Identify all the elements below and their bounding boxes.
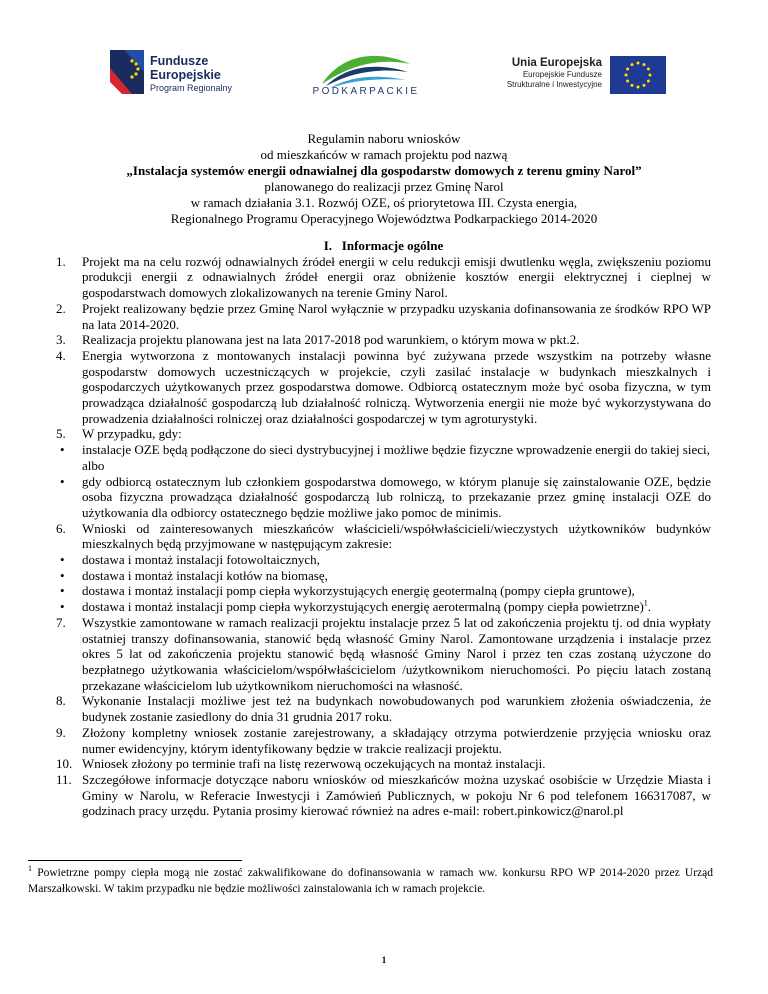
item-text: Realizacja projektu planowana jest na lata 2017-2018 pod warunkiem, o którym mowa w pkt.2. [82,332,580,348]
page-number: 1 [381,955,387,965]
bullet-item [56,599,711,615]
bullet-marker: • [60,599,65,615]
project-name: „Instalacja systemów energii odnawialnej dla gospodarstw domowych z terenu gminy Narol” [126,163,642,178]
fe-flag-icon [110,50,144,94]
ue-logo-text [507,56,602,90]
footnote-reference: 1 [643,598,648,608]
item-number: 11. [56,771,72,787]
bullet-marker: • [60,442,65,458]
footnote-separator [28,860,242,861]
item-number: 4. [56,347,66,363]
item-text: gdy odbiorcą ostatecznym lub członkiem gospodarstwa domowego, w którym planuje się zainstalowanie OZE, będzie osoba fizyczna prowadząca działalność gospodarczą lub rolniczą, to przekazanie przez gminę instalacji OZE do użytkowania dla odbiorcy ostatecznego będzie możliwe jako pomoc de minimis. [82,473,711,520]
numbered-item [56,615,711,694]
title-line-5: w ramach działania 3.1. Rozwój OZE, oś priorytetowa III. Czysta energia, [190,195,578,210]
numbered-item [56,693,711,724]
connector-text: albo [82,457,105,473]
item-number: 6. [56,520,66,536]
title-line-2: od mieszkańców w ramach projektu pod nazwą [260,147,508,162]
document-title-block [0,131,768,227]
section-number: I. [323,238,333,253]
item-text: Złożony kompletny wniosek zostanie zarejestrowany, a składający otrzyma potwierdzenie przyjęcia wniosku oraz numer ewidencyjny, którym identyfikowany będzie w trakcie realizacji projektu. [82,724,711,756]
item-text: Projekt ma na celu rozwój odnawialnych źródeł energii w celu redukcji emisji dwutlenku węgla, zwiększeniu poziomu produkcji energii z odnawialnych źródeł energii oraz obniżenie kosztów energii elektrycznej i cieplnej w gospodarstwach domowych zlokalizowanych na terenie Gminy Narol. [82,253,711,301]
item-list [56,254,711,819]
item-text: W przypadku, gdy: [82,426,182,442]
numbered-item [56,426,711,442]
document-body [56,238,711,819]
numbered-item [56,756,711,772]
ue-logo-line2: Europejskie Fundusze [522,70,602,79]
fe-logo-line2: Europejskie [150,68,221,82]
item-text: instalacje OZE będą podłączone do sieci dystrybucyjnej i możliwe będzie fizyczne wprowadzenie energii do takiej sieci, [82,442,710,458]
ue-logo-line3: Strukturalne i Inwestycyjne [506,80,602,89]
bullet-item [56,474,711,521]
bullet-item [56,442,711,473]
podkarpackie-logo [296,50,436,108]
bullet-item [56,583,711,599]
item-text: Wnioski od zainteresowanych mieszkańców właścicieli/współwłaścicieli/wieczystych użytkowników budynków mieszkalnych będą przyjmowane w następującym zakresie: [82,520,711,552]
item-text: Wykonanie Instalacji możliwe jest też na budynkach nowobudowanych pod warunkiem złożenia oświadczenia, że budynek zostanie zasiedlony do dnia 31 grudnia 2017 roku. [82,693,711,725]
item-number: 9. [56,724,66,740]
title-line-4: planowanego do realizacji przez Gminę Narol [264,179,504,194]
item-text: dostawa i montaż instalacji kotłów na biomasę, [82,567,328,583]
item-number: 10. [56,756,73,772]
bullet-marker: • [60,583,65,599]
bullet-marker: • [60,473,65,489]
numbered-item [56,772,711,819]
unia-europejska-logo [496,56,666,106]
bullet-item [56,552,711,568]
item-text: Projekt realizowany będzie przez Gminę Narol wyłącznie w przypadku uzyskania dofinansowania ze środków RPO WP na lata 2014-2020. [82,300,711,332]
bullet-marker: • [60,567,65,583]
item-number: 7. [56,614,66,630]
numbered-item [56,332,711,348]
item-number: 3. [56,332,66,348]
numbered-item [56,521,711,552]
fundusze-europejskie-logo [110,50,250,100]
item-number: 5. [56,426,66,442]
logo-strip [0,50,768,110]
item-text: dostawa i montaż instalacji pomp ciepła wykorzystujących energię geotermalną (pompy ciepła gruntowe), [82,583,635,599]
item-text: Wniosek złożony po terminie trafi na listę rezerwową oczekujących na montaż instalacji. [82,756,546,772]
item-text: dostawa i montaż instalacji pomp ciepła wykorzystujących energię aerotermalną (pompy ciepła powietrzne) [82,599,644,615]
fe-logo-text [150,54,232,94]
footnote [28,866,713,897]
eu-flag-icon [610,56,666,94]
footnote-text: Powietrzne pompy ciepła mogą nie zostać zakwalifikowane do dofinansowania w ramach ww. konkursu RPO WP 2014-2020 przez Urząd Marszałkowski. W takim przypadku nie będzie możliwości zainstalowania ich w ramach projekcie. [28,867,714,895]
section-title: Informacje ogólne [341,238,444,253]
podkarpackie-hills-icon [320,50,412,88]
item-number: 8. [56,693,66,709]
item-number: 2. [56,300,66,316]
title-line-6: Regionalnego Programu Operacyjnego Województwa Podkarpackiego 2014-2020 [170,211,598,226]
item-number: 1. [56,253,66,269]
footnote-mark: 1 [28,864,32,874]
fe-logo-line1: Fundusze [150,54,209,68]
fe-logo-line3: Program Regionalny [150,83,233,93]
section-heading [56,238,711,254]
numbered-item [56,301,711,332]
item-text: dostawa i montaż instalacji fotowoltaicznych, [82,552,320,568]
numbered-item [56,725,711,756]
item-text: Energia wytworzona z montowanych instalacji powinna być zużywana przede wszystkim na potrzeby własne gospodarstw domowych uczestniczących w projekcie, czyli zasilać instalacje w budynkach mieszkalnych i gospodarczych użytkowanych przez gospodarstwa domowe. Odbiorcą ostatecznym może być osoba fizyczna, w tym prowadząca działalność gospodarczą lub działalność rolniczą. Wytworzenia energii nie może być wykorzystywana do prowadzenia działalności rolniczej oraz działalności gospodarczej w tym agroturystyki. [82,347,711,426]
ue-logo-line1: Unia Europejska [511,57,602,69]
item-text: Wszystkie zamontowane w ramach realizacji projektu instalacje przez 5 lat od zakończenia projektu tj. od dnia wypłaty ostatniej transzy dofinansowania, stanowić będą własność Gminy Narol. Zamontowane urządzenia i instalacje przez okres 5 lat od zakończenia projektu stanowić będą własność Gminy Narol i przez ten czas zostaną użyczone do bezpłatnego użytkowania właścicielom/współwłaścicielom /użytkownikom nieruchomości. Po pięciu latach zostaną przekazane właścicielom lub użytkownikom nieruchomości na własność. [82,614,711,693]
numbered-item [56,254,711,301]
podkarpackie-logo-text: PODKARPACKIE [312,86,420,97]
bullet-item [56,568,711,584]
bullet-marker: • [60,552,65,568]
item-text: Szczegółowe informacje dotyczące naboru wniosków od mieszkańców można uzyskać osobiście w Urzędzie Miasta i Gminy w Narolu, w Referacie Inwestycji i Zamówień Publicznych, w pokoju Nr 6 pod telefonem 166317087, w godzinach pracy urzędu. Pytania prosimy kierować również na adres e-mail: robert.pinkowicz@narol.pl [82,771,711,819]
numbered-item [56,348,711,427]
title-line-1: Regulamin naboru wniosków [307,131,461,146]
item-text-tail: . [647,599,652,615]
